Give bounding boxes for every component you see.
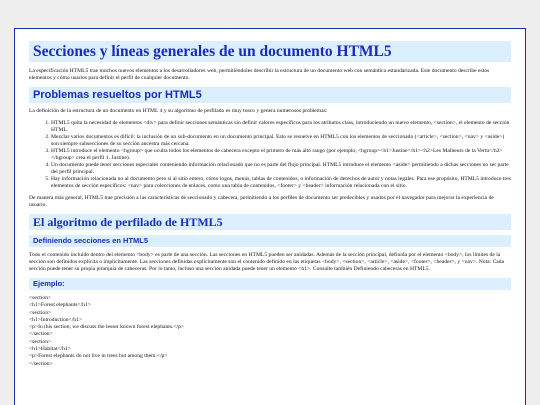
list-item: 3. HTML5 introduce el elemento <hgroup> que oculta todos los elementos de cabecera excepto el primero de más alto rango (por ejemplo, <hgroup><h1>Justine</h1><h2>Les Malheurs de la Vertu</h2></hgroup> crea el perfil 1. Justine).	[51, 148, 511, 162]
code-line: </section>	[29, 360, 53, 367]
code-line: <section>	[29, 338, 52, 345]
code-line: <h1>Forest elephants</h1>	[29, 302, 91, 309]
example-heading: Ejemplo:	[29, 278, 511, 290]
code-line: <section>	[29, 309, 52, 316]
code-line: </section>	[29, 331, 53, 338]
defining-sections-paragraph: Todo el contenido incluido dentro del elemento <body> es parte de una sección. Las secciones en HTML5 pueden ser anidadas. Además de la sección principal, definida por el elemento <body>, los límites de la sección son definidos explícita o implícitamente. Las secciones definidas explícitamente son el contenido definido en las etiquetas <body>, <section>, <article>, <aside>, <footer>, <header>, y <nav>. Nota: Cada sección puede tener su propia jerarquía de cabeceras. Por lo tanto, incluso una sección anidada puede tener un elemento <h1>. Consulte también Definiendo cabeceras en HTML5.	[29, 252, 505, 272]
list-item: 2. Mezclar varios documentos es difícil: la inclusión de un sub-documento en un documento principal. Esto se resuelve en HTML5 con los elementos de seccionado (<article>, <section>, <nav> y <aside>) son siempre subsecciones de su sección ancestra más cercana.	[51, 134, 511, 148]
code-line: <p>Forest elephants do not live in trees but among them.</p>	[29, 353, 168, 360]
problems-lead-paragraph: La definición de la estructura de un documento en HTML 4 y su algoritmo de perfilado es muy tosco y genera numerosos problemas:	[29, 108, 328, 114]
list-item: 5. Hay información relacionada no al documento pero sí al sitio entero, cómo logos, menús, tablas de contenidos, o información de derechos de autor y notas legales. Para ese propósito, HTML5 introduce tres elementos de sección específicos: <nav> para colecciones de enlaces, como una tabla de contenidos, <footer> y <header> información relacionada con el sitio.	[51, 176, 511, 190]
code-line: <p>In this section, we discuss the lesser known forest elephants.</p>	[29, 324, 185, 331]
section-heading-algorithm: El algoritmo de perfilado de HTML5	[29, 214, 511, 230]
code-line: <section>	[29, 295, 52, 301]
code-line: <h1>Habitat</h1>	[29, 346, 71, 353]
list-item: 4. Un documento puede tener secciones especiales conteniendo información relacionado que no es parte del flujo principal. HTML5 introduce el elemento <aside> permitiendo a dichas secciones no ser parte del perfil principal.	[51, 162, 511, 176]
problems-closing-paragraph: De manera más general, HTML5 trae precisión a las características de seccionado y cabecera, permitiendo a los perfiles de documento ser predecibles y usados por el navegador para mejorar la experiencia de usuario.	[29, 195, 494, 208]
intro-paragraph: La especificación HTML5 trae muchos nuevos elementos a los desarrolladores web, permitiéndoles describir la estructura de un documento web con semántica estandarizada. Este documento describe estos elementos y cómo usarlos para definir el perfil de cualquier documento.	[29, 68, 490, 81]
code-line: <h1>Introduction</h1>	[29, 316, 83, 323]
example-code-block	[29, 295, 511, 368]
document-page	[14, 28, 526, 405]
document-content	[15, 29, 525, 368]
section-heading-problems: Problemas resueltos por HTML5	[29, 87, 511, 103]
problems-list	[29, 120, 511, 190]
subsection-heading-defining: Definiendo secciones en HTML5	[29, 235, 511, 247]
page-title: Secciones y líneas generales de un documento HTML5	[29, 41, 511, 62]
list-item: 1. HTML5 quita la necesidad de elementos <div> para definir secciones semánticas sin definir valores específicos para los atributos class, introduciendo un nuevo elemento, <section>, el elemento de sección HTML.	[51, 120, 511, 134]
